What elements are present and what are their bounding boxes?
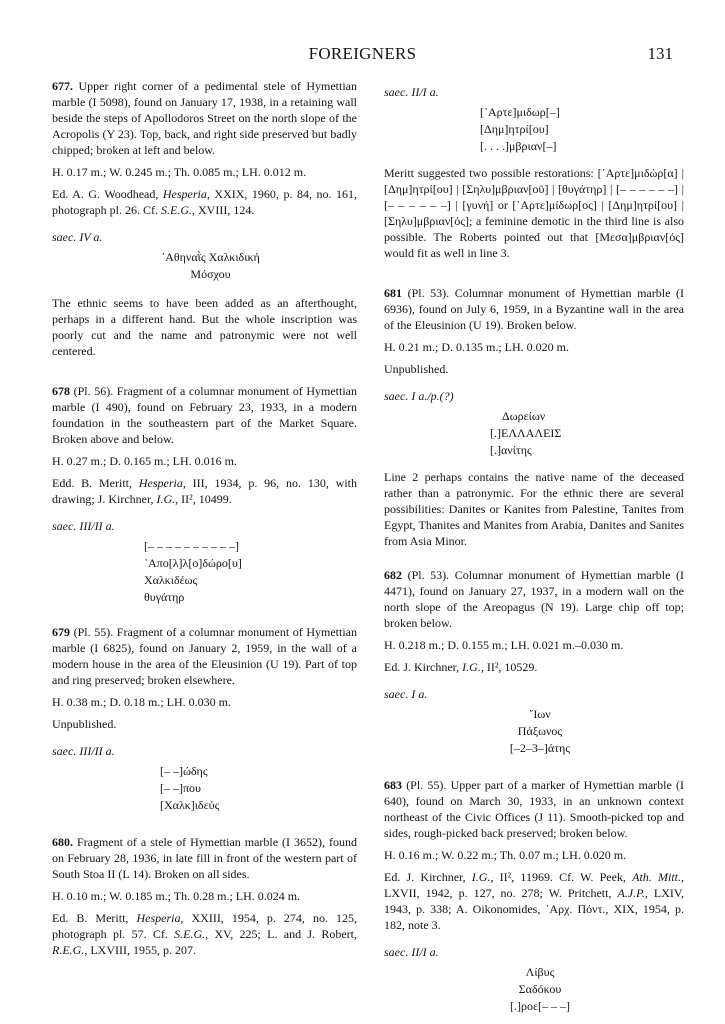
inscription-line: Χαλκιδέως	[144, 573, 198, 587]
entry-680	[52, 834, 357, 958]
entry-number: 681	[384, 286, 402, 300]
inscription-line: [Δημ]ητρί[ου]	[480, 122, 549, 136]
entry-date: saec. I a.	[384, 687, 428, 701]
entry-description: 682 (Pl. 53). Columnar monument of Hymettian marble (I 4471), found on January 27, 1937, in a modern wall on the north slope of the Areopagus (N 19). Large chip off top; broken below.	[384, 568, 684, 630]
page-number: 131	[647, 44, 673, 63]
inscription-text	[384, 408, 684, 459]
entry-dimensions: H. 0.21 m.; D. 0.135 m.; LH. 0.020 m.	[384, 340, 569, 354]
entry-description: 683 (Pl. 55). Upper part of a marker of Hymettian marble (I 640), found on March 30, 1933, in an unknown context northeast of the Civic Offices (J 11). Smooth-picked top and sides, rough-picked back preserved; broken below.	[384, 778, 684, 840]
inscription-line: [–2–3–]άτης	[509, 741, 571, 755]
running-title: FOREIGNERS	[308, 44, 417, 63]
inscription-line: ῎Ιων	[529, 707, 551, 721]
entry-679	[52, 624, 357, 814]
entry-number: 678	[52, 384, 70, 398]
entry-description: 679 (Pl. 55). Fragment of a columnar monument of Hymettian marble (I 6825), found on January 2, 1959, in the wall of a modern house in the area of the Eleusinion (U 19). Part of top and ring preserved; broken elsewhere.	[52, 625, 357, 687]
inscription-text	[64, 249, 357, 283]
inscription-line: [– –]ώδης	[160, 764, 208, 778]
inscription-line: ᾿Απο[λ]λ[ο]δώρο[υ]	[144, 556, 242, 570]
entry-commentary: The ethnic seems to have been added as an afterthought, perhaps in a different hand. But the whole inscription was poorly cut and the name and patronymic were not well centered.	[52, 296, 357, 358]
entry-dimensions: H. 0.17 m.; W. 0.245 m.; Th. 0.085 m.; LH. 0.012 m.	[52, 165, 307, 179]
entry-commentary: Meritt suggested two possible restorations: [᾿Αρτε]μιδώρ[α] | [Δημ]ητρί[ου] | [Σηλυ]μβριαν[οῦ] | [θυγάτηρ] | [– – – – – –] | [– – – – – –] | [γυνή] or [᾿Αρτε]μίδωρ[ος] | [Δημ]ητρί[ου] | [Σηλυ]μβριαν[ός]; a feminine demotic in the third line is also possible. The Roberts pointed out that [Μεσα]μβριαν[ός] would fit as well in line 3.	[384, 166, 684, 260]
page-header	[52, 44, 673, 68]
inscription-line: [.]ανίτης	[490, 443, 532, 457]
entry-date: saec. I a./p.(?)	[384, 389, 454, 403]
entry-date: saec. II/I a.	[384, 85, 439, 99]
entry-number: 679	[52, 625, 70, 639]
entry-dimensions: H. 0.10 m.; W. 0.185 m.; Th. 0.28 m.; LH. 0.024 m.	[52, 889, 301, 903]
entry-date: saec. IV a.	[52, 230, 103, 244]
entry-681	[384, 285, 684, 549]
entry-publication-status: Unpublished.	[384, 362, 449, 376]
inscription-line: [᾿Αρτε]μιδωρ[–]	[480, 105, 560, 119]
inscription-line: [.]ΕΛΛΑΛΕΙΣ	[490, 426, 562, 440]
entry-bibliography: Ed. B. Meritt, Hesperia, XXIII, 1954, p. 274, no. 125, photograph pl. 57. Cf. S.E.G., XV, 225; L. and J. Robert, R.E.G., LXVIII, 1955, p. 207.	[52, 911, 358, 957]
inscription-line: Πάξωνος	[517, 724, 563, 738]
inscription-line: Μόσχου	[190, 267, 231, 281]
inscription-line: [. . . .]μβριαν[–]	[480, 139, 557, 153]
entry-number: 682	[384, 568, 402, 582]
entry-dimensions: H. 0.27 m.; D. 0.165 m.; LH. 0.016 m.	[52, 454, 237, 468]
entry-description: 681 (Pl. 53). Columnar monument of Hymettian marble (I 6936), found on July 6, 1959, in a Byzantine wall in the area of the Eleusinion (U 19). Broken below.	[384, 286, 684, 332]
entry-682	[384, 567, 684, 757]
entry-dimensions: H. 0.16 m.; W. 0.22 m.; Th. 0.07 m.; LH. 0.020 m.	[384, 848, 627, 862]
inscription-text	[384, 104, 684, 155]
entry-680-continued	[384, 84, 684, 261]
entry-date: saec. III/II a.	[52, 519, 115, 533]
entry-description: 677. Upper right corner of a pedimental stele of Hymettian marble (I 5098), found on January 17, 1938, in a retaining wall beside the steps of Apollodoros Street on the north slope of the Acropolis (Y 23). Top, back, and right side preserved but badly chipped; broken at left and below.	[52, 79, 357, 157]
entry-dimensions: H. 0.218 m.; D. 0.155 m.; LH. 0.021 m.–0.030 m.	[384, 638, 624, 652]
right-column	[384, 84, 684, 1015]
inscription-line: ᾿Αθηναῒς Χαλκιδική	[161, 250, 260, 264]
inscription-line: [– – – – – – – – – –]	[144, 539, 239, 553]
entry-bibliography: Ed. J. Kirchner, I.G., II², 11969. Cf. W. Peek, Ath. Mitt., LXVII, 1942, p. 127, no. 278; W. Pritchett, A.J.P., LXIV, 1943, p. 338; A. Oikonomides, ᾿Αρχ. Πόντ., XIX, 1954, p. 182, note 3.	[384, 870, 685, 932]
entry-commentary: Line 2 perhaps contains the native name of the deceased rather than a patronymic. For the ethnic there are several possibilities: Danites or Kanites from Palestine, Tanites from Egypt, Thanites and Manites from Arabia, Danites and Sanites from Asia Minor.	[384, 470, 684, 548]
entry-date: saec. II/I a.	[384, 945, 439, 959]
entry-description: 680. Fragment of a stele of Hymettian marble (I 3652), found on February 28, 1936, in late fill in front of the western part of South Stoa II (L 14). Broken on all sides.	[52, 835, 357, 881]
entry-683	[384, 777, 684, 1015]
entry-dimensions: H. 0.38 m.; D. 0.18 m.; LH. 0.030 m.	[52, 695, 231, 709]
entry-publication-status: Unpublished.	[52, 717, 117, 731]
inscription-line: θυγάτηρ	[144, 590, 185, 604]
entry-number: 677.	[52, 79, 73, 93]
inscription-text	[396, 706, 684, 757]
entry-number: 683	[384, 778, 402, 792]
entry-677	[52, 78, 357, 359]
entry-bibliography: Edd. B. Meritt, Hesperia, III, 1934, p. 96, no. 130, with drawing; J. Kirchner, I.G., II², 10499.	[52, 476, 358, 506]
entry-bibliography: Ed. A. G. Woodhead, Hesperia, XXIX, 1960, p. 84, no. 161, photograph pl. 26. Cf. S.E.G., XVIII, 124.	[52, 187, 357, 217]
entry-678	[52, 383, 357, 606]
entry-number: 680.	[52, 835, 73, 849]
entry-date: saec. III/II a.	[52, 744, 115, 758]
inscription-line: Σαδόκου	[518, 982, 562, 996]
inscription-line: Λίβυς	[525, 965, 555, 979]
left-column	[52, 78, 357, 958]
inscription-text	[52, 763, 357, 814]
inscription-text	[396, 964, 684, 1015]
inscription-line: Δωρείων	[502, 409, 546, 423]
inscription-line: [Χαλκ]ιδεύς	[160, 798, 220, 812]
inscription-text	[52, 538, 357, 606]
inscription-line: [– –]που	[160, 781, 201, 795]
inscription-line: [.]ροε[– – –]	[509, 999, 570, 1013]
entry-bibliography: Ed. J. Kirchner, I.G., II², 10529.	[384, 660, 538, 674]
entry-description: 678 (Pl. 56). Fragment of a columnar monument of Hymettian marble (I 490), found on February 23, 1933, in a modern foundation in the southeastern part of the Market Square. Broken above and below.	[52, 384, 357, 446]
